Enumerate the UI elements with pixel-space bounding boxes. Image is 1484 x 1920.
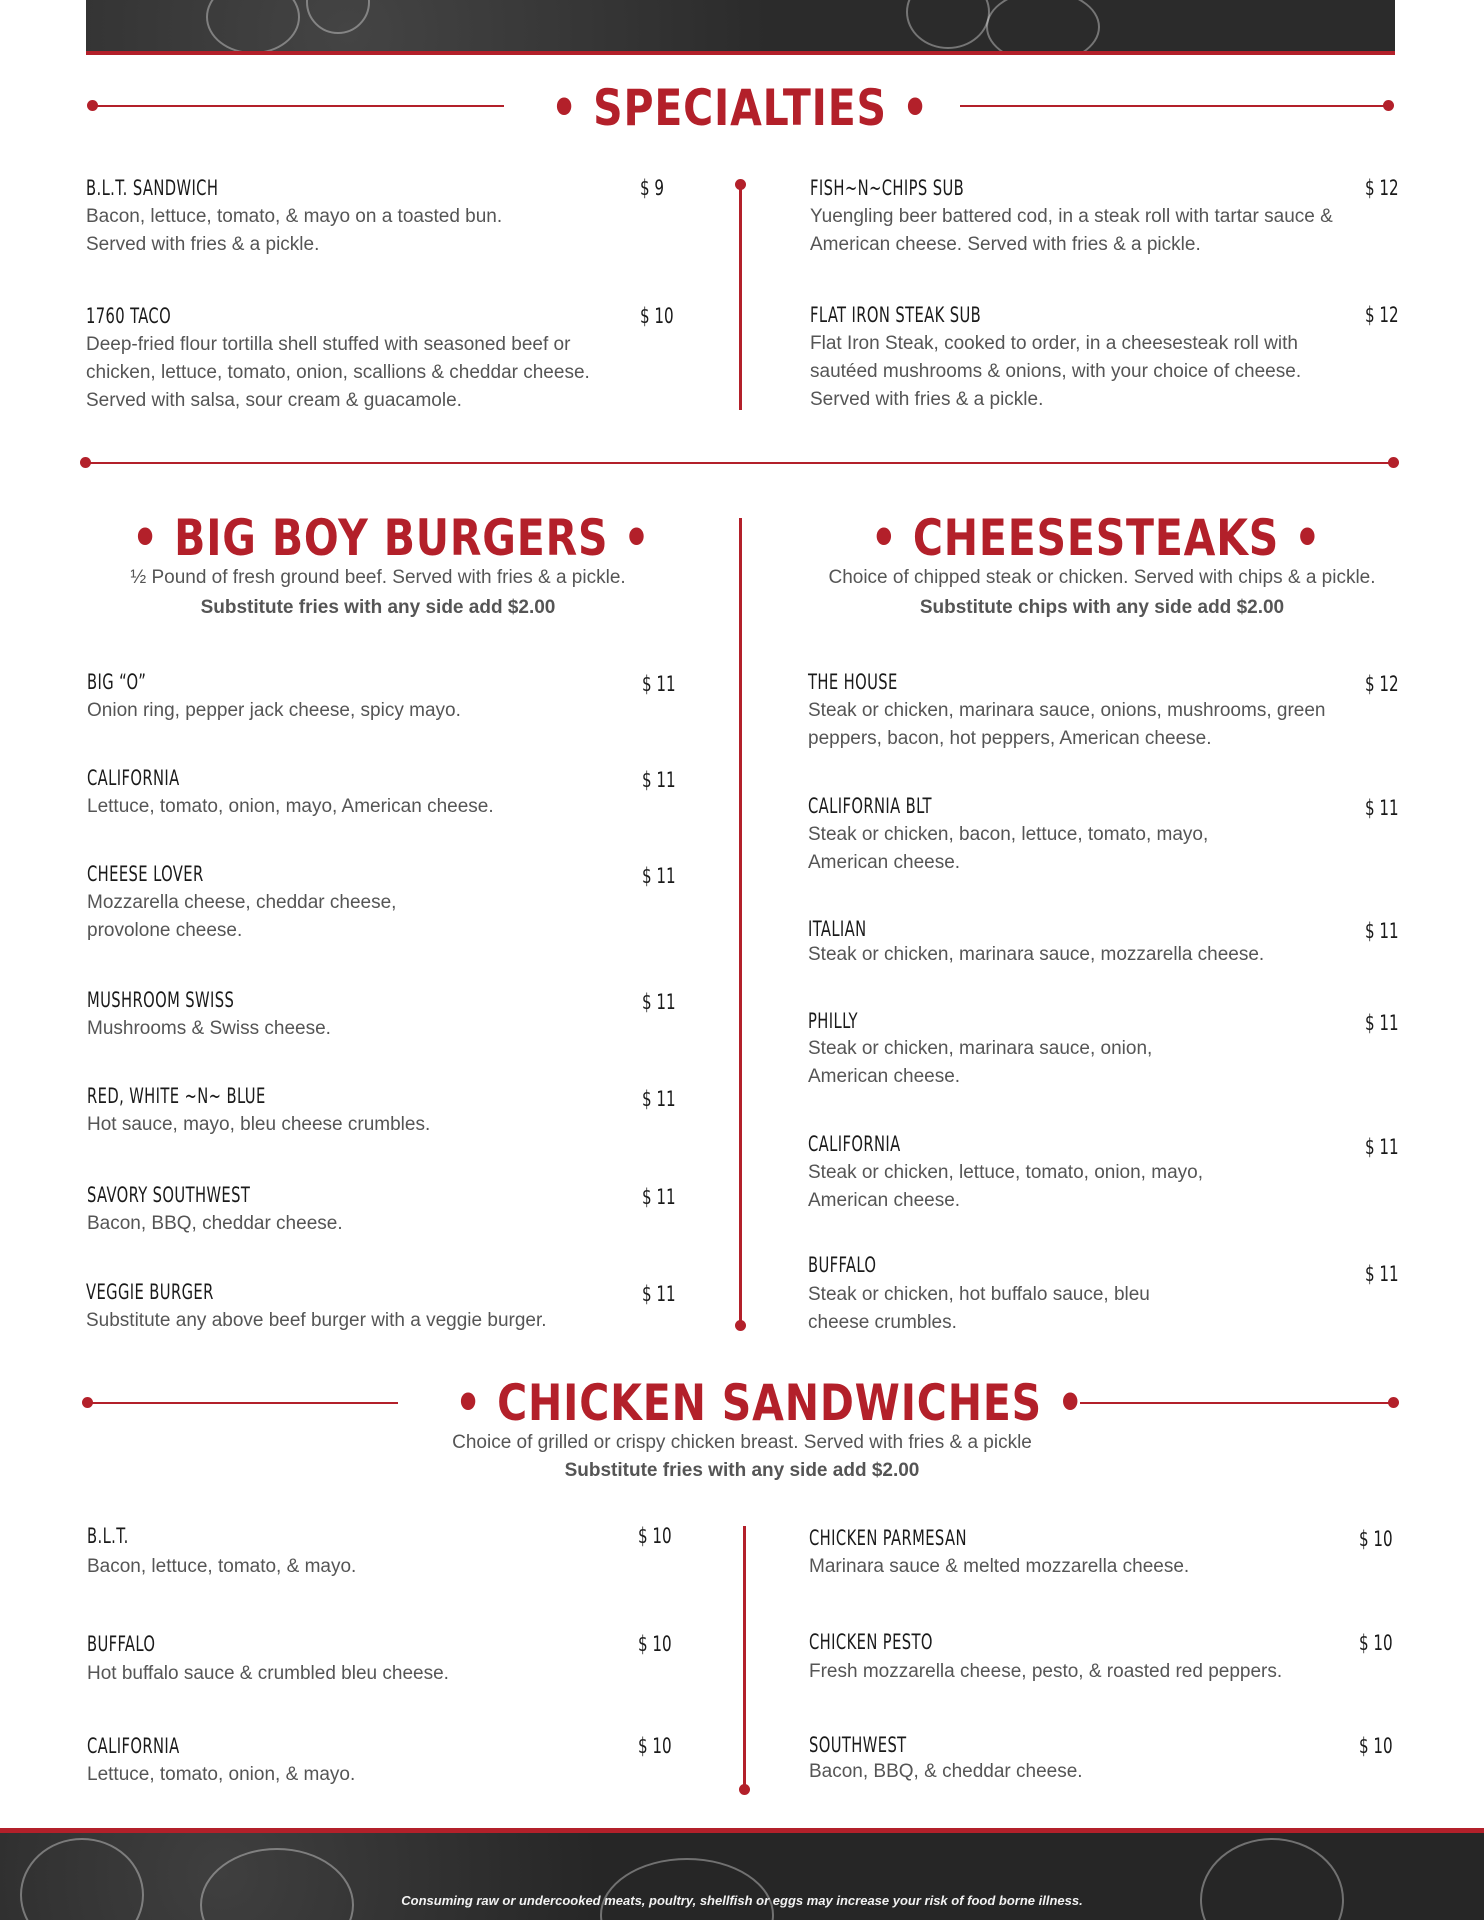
menu-item-description: Flat Iron Steak, cooked to order, in a cheesesteak roll with sautéed mushrooms & onions, with your choice of cheese. Served with fries & a pickle. xyxy=(810,333,1302,410)
top-banner-image xyxy=(86,0,1395,55)
burgers-subtitle: ½ Pound of fresh ground beef. Served with fries & a pickle. xyxy=(130,567,626,588)
menu-item-description: Bacon, lettuce, tomato, & mayo. xyxy=(87,1556,357,1577)
menu-item-description: Steak or chicken, lettuce, tomato, onion, mayo, American cheese. xyxy=(808,1162,1203,1211)
menu-item-price: $ 12 xyxy=(1365,176,1399,200)
menu-item-price: $ 10 xyxy=(638,1734,672,1758)
menu-item-name: FLAT IRON STEAK SUB xyxy=(810,303,982,327)
menu-item-name: CALIFORNIA xyxy=(87,766,180,790)
menu-item-description: Bacon, lettuce, tomato, & mayo on a toasted bun. Served with fries & a pickle. xyxy=(86,206,503,255)
menu-item-description: Steak or chicken, hot buffalo sauce, bleu cheese crumbles. xyxy=(808,1284,1150,1333)
menu-item-description: Marinara sauce & melted mozzarella cheese. xyxy=(809,1556,1190,1577)
burgers-cheesesteaks-divider xyxy=(739,518,742,1326)
menu-item-price: $ 11 xyxy=(642,1282,676,1306)
menu-item-name: SAVORY SOUTHWEST xyxy=(87,1183,251,1207)
menu-item-name: CALIFORNIA xyxy=(808,1132,901,1156)
menu-item-description: Lettuce, tomato, onion, mayo, American cheese. xyxy=(87,796,494,817)
menu-item-price: $ 10 xyxy=(638,1632,672,1656)
menu-item-name: B.L.T. SANDWICH xyxy=(86,176,219,200)
menu-item-name: 1760 TACO xyxy=(86,304,172,328)
menu-item-name: VEGGIE BURGER xyxy=(86,1280,214,1304)
menu-item-price: $ 11 xyxy=(1365,796,1399,820)
menu-item-price: $ 11 xyxy=(1365,1135,1399,1159)
cheesesteaks-subtitle: Choice of chipped steak or chicken. Served with chips & a pickle. xyxy=(828,567,1376,588)
menu-item-name: PHILLY xyxy=(808,1009,858,1033)
menu-item-price: $ 11 xyxy=(1365,919,1399,943)
menu-item-name: BIG “O” xyxy=(87,670,147,694)
rule-end-dot xyxy=(82,1397,93,1408)
menu-item-price: $ 11 xyxy=(642,1087,676,1111)
menu-item-description: Mozzarella cheese, cheddar cheese, provolone cheese. xyxy=(87,892,397,941)
menu-item-name: BUFFALO xyxy=(808,1253,877,1277)
menu-item-description: Bacon, BBQ, & cheddar cheese. xyxy=(809,1761,1083,1782)
rule-end-dot xyxy=(1388,457,1399,468)
menu-item-price: $ 11 xyxy=(642,864,676,888)
menu-item-description: Hot sauce, mayo, bleu cheese crumbles. xyxy=(87,1114,431,1135)
specialties-rule-left xyxy=(92,105,504,107)
divider-end-dot xyxy=(739,1784,750,1795)
menu-item-price: $ 11 xyxy=(642,990,676,1014)
menu-item-name: ITALIAN xyxy=(808,917,867,941)
menu-item-name: CHICKEN PESTO xyxy=(809,1630,933,1654)
menu-item-name: MUSHROOM SWISS xyxy=(87,988,235,1012)
menu-item-description: Fresh mozzarella cheese, pesto, & roasted red peppers. xyxy=(809,1661,1283,1682)
menu-item-price: $ 11 xyxy=(642,1185,676,1209)
menu-item-price: $ 10 xyxy=(638,1524,672,1548)
cheesesteaks-note: Substitute chips with any side add $2.00 xyxy=(919,597,1285,618)
menu-item-price: $ 11 xyxy=(642,768,676,792)
specialties-divider xyxy=(739,184,742,410)
menu-item-name: CHICKEN PARMESAN xyxy=(809,1526,967,1550)
menu-item-price: $ 10 xyxy=(1359,1527,1393,1551)
menu-item-name: RED, WHITE ~N~ BLUE xyxy=(87,1084,266,1108)
food-safety-disclaimer: Consuming raw or undercooked meats, poultry, shellfish or eggs may increase your risk of food borne illness. xyxy=(401,1893,1083,1908)
menu-item-name: BUFFALO xyxy=(87,1632,156,1656)
menu-item-name: FISH~N~CHIPS SUB xyxy=(810,176,965,200)
banner-red-stripe xyxy=(0,1828,1484,1833)
chicken-heading: • CHICKEN SANDWICHES • xyxy=(455,1374,1085,1432)
chicken-note: Substitute fries with any side add $2.00 xyxy=(564,1460,920,1481)
rule-end-dot xyxy=(1388,1397,1399,1408)
menu-item-price: $ 10 xyxy=(640,304,674,328)
rule-end-dot xyxy=(87,100,98,111)
specialties-rule-right xyxy=(960,105,1390,107)
divider-end-dot xyxy=(735,179,746,190)
menu-item-price: $ 11 xyxy=(642,672,676,696)
specialties-heading: • SPECIALTIES • xyxy=(550,79,930,137)
banner-red-stripe xyxy=(86,51,1395,55)
menu-item-description: Steak or chicken, marinara sauce, mozzarella cheese. xyxy=(808,944,1265,965)
menu-item-name: THE HOUSE xyxy=(808,670,898,694)
cheesesteaks-heading: • CHEESESTEAKS • xyxy=(870,509,1322,567)
burgers-heading: • BIG BOY BURGERS • xyxy=(132,509,651,567)
menu-item-description: Substitute any above beef burger with a veggie burger. xyxy=(86,1310,547,1331)
menu-item-description: Yuengling beer battered cod, in a steak roll with tartar sauce & American cheese. Served with fries & a pickle. xyxy=(810,206,1333,255)
section-divider-rule xyxy=(86,462,1394,464)
menu-item-description: Deep-fried flour tortilla shell stuffed with seasoned beef or chicken, lettuce, tomato, onion, scallions & cheddar cheese. Served with salsa, sour cream & guacamole. xyxy=(86,334,590,411)
menu-item-description: Mushrooms & Swiss cheese. xyxy=(87,1018,331,1039)
menu-item-description: Onion ring, pepper jack cheese, spicy mayo. xyxy=(87,700,461,721)
menu-item-price: $ 11 xyxy=(1365,1262,1399,1286)
menu-item-price: $ 11 xyxy=(1365,1011,1399,1035)
menu-item-price: $ 9 xyxy=(640,176,665,200)
menu-item-name: SOUTHWEST xyxy=(809,1733,907,1757)
menu-item-description: Bacon, BBQ, cheddar cheese. xyxy=(87,1213,343,1234)
menu-item-description: Steak or chicken, marinara sauce, onion, American cheese. xyxy=(808,1038,1153,1087)
menu-item-name: CHEESE LOVER xyxy=(87,862,204,886)
menu-item-description: Hot buffalo sauce & crumbled bleu cheese. xyxy=(87,1663,449,1684)
rule-end-dot xyxy=(80,457,91,468)
menu-item-price: $ 12 xyxy=(1365,672,1399,696)
menu-item-name: CALIFORNIA xyxy=(87,1734,180,1758)
divider-end-dot xyxy=(735,1320,746,1331)
chicken-rule-left xyxy=(88,1402,398,1404)
menu-item-description: Lettuce, tomato, onion, & mayo. xyxy=(87,1764,356,1785)
menu-item-price: $ 10 xyxy=(1359,1631,1393,1655)
chicken-subtitle: Choice of grilled or crispy chicken breast. Served with fries & a pickle xyxy=(452,1432,1032,1453)
chicken-rule-right xyxy=(1080,1402,1394,1404)
burgers-note: Substitute fries with any side add $2.00 xyxy=(200,597,556,618)
menu-item-price: $ 10 xyxy=(1359,1734,1393,1758)
menu-item-description: Steak or chicken, bacon, lettuce, tomato, mayo, American cheese. xyxy=(808,824,1209,873)
rule-end-dot xyxy=(1383,100,1394,111)
chicken-divider xyxy=(743,1526,746,1788)
menu-item-description: Steak or chicken, marinara sauce, onions, mushrooms, green peppers, bacon, hot peppers, American cheese. xyxy=(808,700,1326,749)
menu-item-name: CALIFORNIA BLT xyxy=(808,794,932,818)
menu-item-name: B.L.T. xyxy=(87,1524,129,1548)
menu-item-price: $ 12 xyxy=(1365,303,1399,327)
